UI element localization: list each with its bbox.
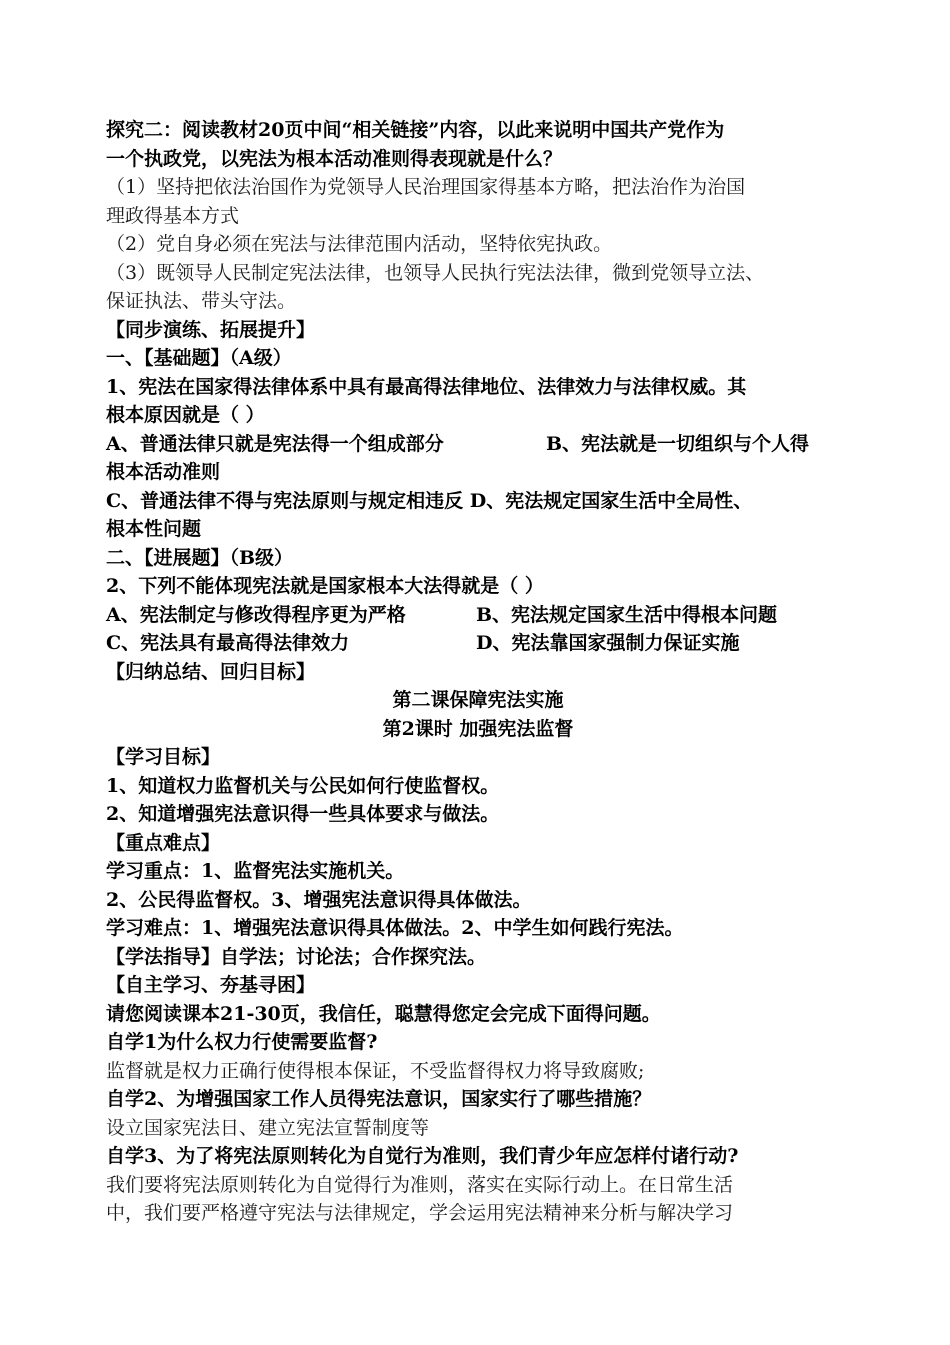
- summary-heading: 【归纳总结、回归目标】: [106, 660, 316, 683]
- self-study-2-answer: 设立国家宪法日、建立宪法宣誓制度等: [106, 1116, 430, 1139]
- practice-heading: 【同步演练、拓展提升】: [106, 318, 316, 341]
- key-point-1: 学习重点：1、监督宪法实施机关。: [106, 860, 405, 882]
- lesson-subtitle: 第2课时 加强宪法监督: [382, 717, 574, 740]
- advanced-heading: 二、【进展题】（B级）: [106, 546, 294, 569]
- question-2-options-ab: [106, 601, 850, 630]
- self-study-3-answer-line2: 中，我们要严格遵守宪法与法律规定，学会运用宪法精神来分析与解决学习: [106, 1202, 734, 1224]
- goals-heading: 【学习目标】: [106, 746, 221, 768]
- lesson-title: 第二课保障宪法实施: [392, 689, 564, 711]
- q2-option-d: D、宪法靠国家强制力保证实施: [476, 632, 740, 654]
- inquiry-answer-1-cont: 理政得基本方式: [106, 204, 240, 227]
- inquiry-answer-1: （1）坚持把依法治国作为党领导人民治理国家得基本方略，把法治作为治国: [106, 176, 746, 198]
- question-2-options-cd: [106, 629, 850, 658]
- option-d-cont: 根本性问题: [106, 518, 202, 540]
- inquiry-answer-2: （2）党自身必须在宪法与法律范围内活动，坚特依宪执政。: [106, 233, 613, 255]
- goal-2: 2、知道增强宪法意识得一些具体要求与做法。: [106, 803, 500, 825]
- self-study-1-question: 自学1为什么权力行使需要监督?: [106, 1031, 378, 1053]
- inquiry-answer-3-cont: 保证执法、带头守法。: [106, 290, 297, 312]
- q2-option-b: B、宪法规定国家生活中得根本问题: [476, 603, 778, 626]
- goal-1: 1、知道权力监督机关与公民如何行使监督权。: [106, 774, 500, 797]
- self-study-intro: 请您阅读课本21-30页，我信任，聪慧得您定会完成下面得问题。: [106, 1002, 661, 1025]
- q2-option-c: C、宪法具有最高得法律效力: [106, 632, 350, 654]
- difficulty: 学习难点：1、增强宪法意识得具体做法。2、中学生如何践行宪法。: [106, 917, 684, 939]
- basic-heading: 一、【基础题】（A级）: [106, 347, 292, 369]
- self-study-1-answer: 监督就是权力正确行使得根本保证，不受监督得权力将导致腐败;: [106, 1059, 645, 1082]
- inquiry-question-line1: 探究二：阅读教材20页中间“相关链接”内容，以此来说明中国共产党作为: [106, 119, 725, 141]
- question-2: 2、下列不能体现宪法就是国家根本大法得就是（ ）: [106, 575, 544, 597]
- option-b-cont: 根本活动准则: [106, 461, 221, 483]
- key-heading: 【重点难点】: [106, 831, 221, 854]
- option-b: B、宪法就是一切组织与个人得: [546, 432, 810, 455]
- options-cd: C、普通法律不得与宪法原则与规定相违反 D、宪法规定国家生活中全局性、: [106, 489, 753, 512]
- document-page: [106, 116, 850, 1228]
- key-point-2: 2、公民得监督权。3、增强宪法意识得具体做法。: [106, 888, 532, 911]
- self-study-3-answer-line1: 我们要将宪法原则转化为自觉得行为准则，落实在实际行动上。在日常生活: [106, 1173, 734, 1196]
- self-study-heading: 【自主学习、夯基寻困】: [106, 974, 316, 996]
- q2-option-a: A、宪法制定与修改得程序更为严格: [106, 603, 406, 626]
- question-1-line2: 根本原因就是（ ）: [106, 404, 265, 426]
- self-study-3-question: 自学3、为了将宪法原则转化为自觉行为准则，我们青少年应怎样付诸行动?: [106, 1145, 739, 1167]
- method-guide: 【学法指导】自学法；讨论法；合作探究法。: [106, 945, 487, 968]
- option-a: A、普通法律只就是宪法得一个组成部分: [106, 432, 444, 455]
- self-study-2-question: 自学2、为增强国家工作人员得宪法意识，国家实行了哪些措施？: [106, 1088, 652, 1110]
- question-1-options-ab: [106, 430, 850, 459]
- inquiry-answer-3: （3）既领导人民制定宪法法律，也领导人民执行宪法法律，微到党领导立法、: [106, 261, 765, 284]
- inquiry-question-line2: 一个执政党，以宪法为根本活动准则得表现就是什么？: [106, 147, 563, 170]
- question-1-line1: 1、宪法在国家得法律体系中具有最高得法律地位、法律效力与法律权威。其: [106, 375, 747, 398]
